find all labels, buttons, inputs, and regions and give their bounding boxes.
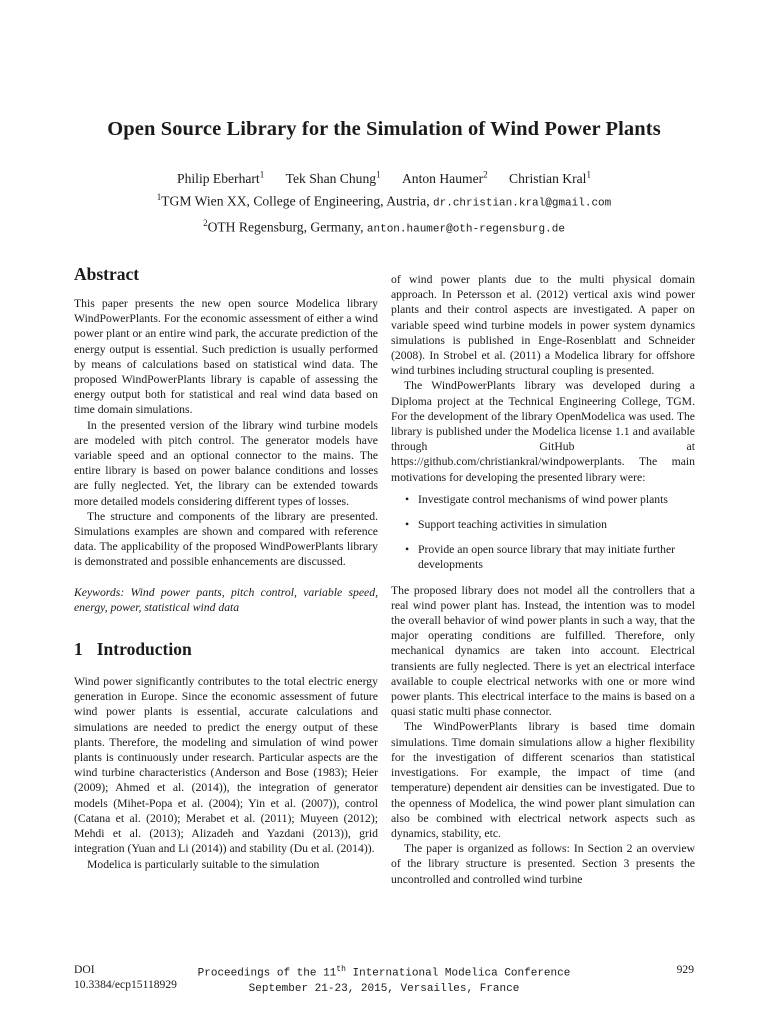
affiliation: $^2$OTH Regensburg, Germany, anton.haumer@oth-regensburg.de: [203, 218, 565, 236]
affiliation: $^1$TGM Wien XX, College of Engineering, Austria, dr.christian.kral@gmail.com: [156, 192, 612, 210]
left-column: [74, 262, 378, 872]
right-column: [391, 272, 695, 887]
footer-doi: DOI 10.3384/ecp15118929: [74, 963, 177, 991]
body-paragraph: The proposed library does not model all the controllers that a real wind power plant has. Instead, the intention was to model the overall behavior of wind power plants in such a way, that the major operating conditions are fulfilled. Therefore, only mechanical dynamics are taken into account. Electrical transients are fully neglected. There is yet an electrical interface available to couple electrical networks with one or more wind power plants. This electrical interface to the mains is based on a quasi static multi phase connector.: [391, 583, 695, 719]
motivation-list: [391, 492, 695, 573]
abstract-paragraph: This paper presents the new open source Modelica library WindPowerPlants. For the economic assessment of either a wind power plant or an entire wind park, the accurate prediction of the energy output is essential. Such prediction is usually performed by means of calculations based on statistical wind data. The proposed WindPowerPlants library is capable of assessing the energy output both for statistical and real wind data based on time domain simulations.: [74, 297, 378, 417]
author: Anton Haumer$^2$: [401, 169, 488, 186]
keywords: Keywords: Wind power pants, pitch control, variable speed, energy, power, statistical wind data: [74, 585, 378, 614]
body-paragraph: The WindPowerPlants library is based time domain simulations. Time domain simulations allow a higher flexibility for the investigation of different scenarios than statistical investigations. For example, the impact of time (and temperature) dependent air densities can be investigated. Due to the openness of Modelica, the wind power plant simulation can also be combined with electrical network aspects such as dynamics, stability, etc.: [391, 720, 695, 840]
author-block: [0, 165, 768, 240]
list-item: • Investigate control mechanisms of wind power plants: [405, 492, 668, 506]
body-paragraph: of wind power plants due to the multi physical domain approach. In Petersson et al. (2012) vertical axis wind power plants and their control aspects are investigated. A paper on variable speed wind turbine models in power system dynamics simulations is published in Enge-Rosenblatt and Schneider (2008). In Strobel et al. (2011) a Modelica library for offshore wind turbines including structural coupling is presented.: [391, 273, 695, 378]
body-paragraph: Modelica is particularly suitable to the simulation: [87, 857, 320, 871]
abstract-paragraph: The structure and components of the library are presented. Simulations examples are shown and compared with reference data. The applicability of the proposed WindPowerPlants library is demonstrated and possible enhancements are discussed.: [74, 509, 378, 569]
page-number: 929: [676, 963, 694, 976]
list-item: • Support teaching activities in simulation: [405, 518, 607, 532]
footer-proceedings: Proceedings of the 11th International Modelica Conference September 21-23, 2015, Versailles, France: [197, 965, 571, 995]
body-paragraph: The paper is organized as follows: In Section 2 an overview of the library structure is presented. Section 3 presents the uncontrolled and controlled wind turbine: [391, 842, 695, 886]
body-paragraph: The WindPowerPlants library was developed during a Diploma project at the Technical Engineering College, TGM. For the development of the library OpenModelica was used. The library is published under the Modelica license 1.1 and available through GitHub at https://github.com/christiankral/windpowerplants. The main motivations for developing the presented library were:: [391, 379, 695, 484]
abstract-paragraph: In the presented version of the library wind turbine models are modeled with pitch control. The generator models have variable speed and an optional connector to the mains. The entire library is based on power balance conditions and losses are fully neglected. Yet, the library can be extended towards more detailed models considering different types of losses.: [74, 418, 378, 508]
section-heading-introduction: 1 Introduction: [74, 639, 192, 660]
author-email: dr.christian.kral@gmail.com: [433, 197, 612, 210]
list-item: • Provide an open source library that may initiate further developments: [405, 543, 676, 572]
author-list: [0, 165, 768, 188]
author: Tek Shan Chung$^1$: [285, 169, 381, 186]
paper-title: Open Source Library for the Simulation of Wind Power Plants: [107, 118, 661, 140]
author: Christian Kral$^1$: [509, 169, 591, 186]
author-email: anton.haumer@oth-regensburg.de: [366, 223, 565, 236]
abstract-heading: Abstract: [74, 264, 140, 284]
author: Philip Eberhart$^1$: [177, 169, 265, 186]
body-paragraph: Wind power significantly contributes to the total electric energy generation in Europe. Since the economic assessment of future wind power plants is essential, accurate calculations and simulations are needed to predict the energy output of these plants. Therefore, the modeling and simulation of wind power plants is continuously under research. Particular aspects are the wind turbine characteristics (Anderson and Bose (1983); Heier (2009); Ahmed et al. (2014)), the integration of generator models (Mihet-Popa et al. (2004); Yin et al. (2007)), control (Catana et al. (2010); Merabet et al. (2011); Muyeen (2012); Mehdi et al. (2013); Alizadeh and Yazdani (2013)), grid integration (Yuan and Li (2014)) and stability (Du et al. (2014)).: [74, 675, 378, 856]
